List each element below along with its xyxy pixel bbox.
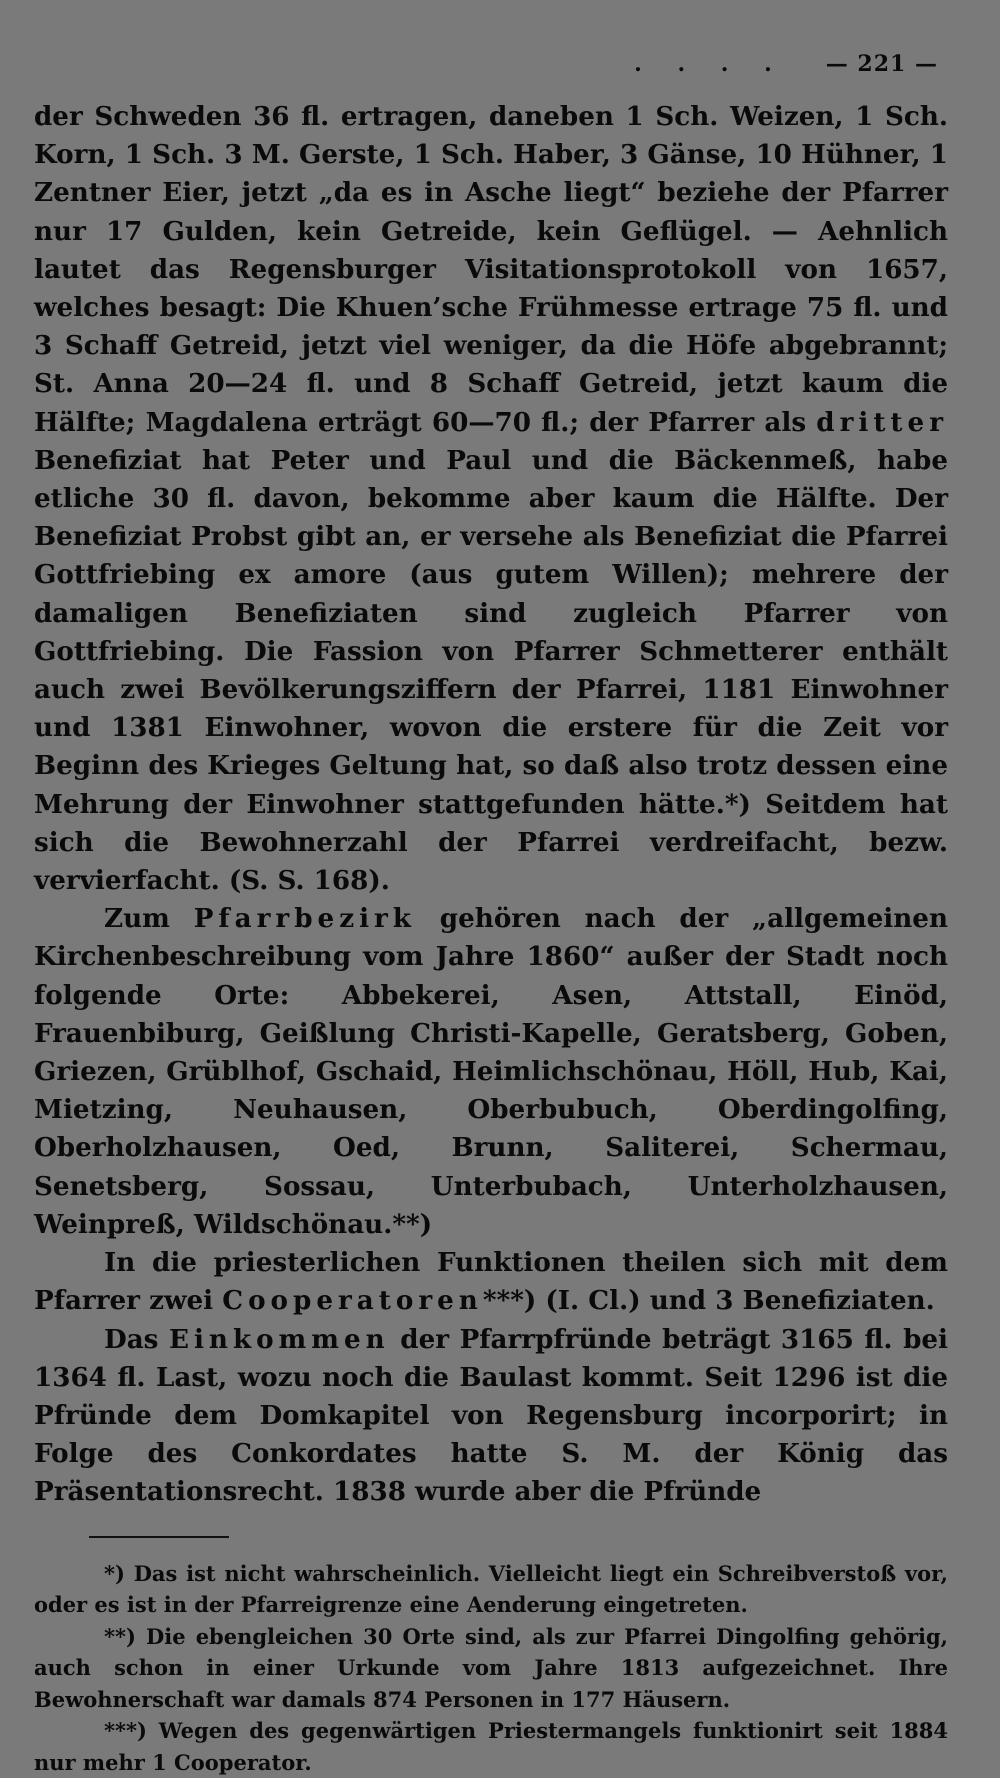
footnote: *) Das ist nicht wahrscheinlich. Vielleicht liegt ein Schreibverstoß vor, oder es ist in der Pfarreigrenze eine Aenderung eingetreten.: [34, 1560, 948, 1618]
body-paragraph: [34, 900, 948, 1244]
page-number: — 221 —: [825, 51, 938, 77]
paragraph-text: der Pfarrpfründe beträgt 3165 fl. bei 1364 fl. Last, wozu noch die Baulast kommt. Seit 1296 ist die Pfründe dem Domkapitel von Regensburg incorporirt; in Folge des Conkordates hatte S. M. der König das Präsentationsrecht. 1838 wurde aber die Pfründe: [34, 1323, 948, 1508]
body-text: [34, 98, 948, 1512]
paragraph-text: Das: [104, 1323, 169, 1355]
footnotes: [34, 1558, 948, 1778]
footnote-divider: [89, 1536, 229, 1538]
spaced-emphasis: Cooperatoren: [222, 1285, 483, 1317]
paragraph-text: Benefiziat hat Peter und Paul und die Bäckenmeß, habe etliche 30 fl. davon, bekomme aber kaum die Hälfte. Der Benefiziat Probst gibt an, er versehe als Benefiziat die Pfarrei Gottfriebing ex amore (aus gutem Willen); mehrere der damaligen Benefiziaten sind zugleich Pfarrer von Gottfriebing. Die Fassion von Pfarrer Schmetterer enthält auch zwei Bevölkerungsziffern der Pfarrei, 1181 Einwohner und 1381 Einwohner, wovon die erstere für die Zeit vor Beginn des Krieges Geltung hat, so daß also trotz dessen eine Mehrung der Einwohner stattgefunden hätte.*) Seitdem hat sich die Bewohnerzahl der Pfarrei verdreifacht, bezw. vervierfacht. (S. S. 168).: [34, 444, 948, 897]
spaced-emphasis: dritter: [816, 406, 948, 438]
paragraph-text: gehören nach der „allgemeinen Kirchenbeschreibung vom Jahre 1860“ außer der Stadt noch folgende Orte: Abbekerei, Asen, Attstall, Einöd, Frauenbiburg, Geißlung Christi-Kapelle, Geratsberg, Goben, Griezen, Grüblhof, Gschaid, Heimlichschönau, Höll, Hub, Kai, Mietzing, Neuhausen, Oberbubuch, Oberdingolfing, Oberholzhausen, Oed, Brunn, Saliterei, Schermau, Senetsberg, Sossau, Unterbubach, Unterholzhausen, Weinpreß, Wildschönau.**): [34, 903, 948, 1240]
page-header: [34, 44, 948, 84]
body-paragraph: [34, 1244, 948, 1320]
footnote: ***) Wegen des gegenwärtigen Priestermangels funktionirt seit 1884 nur mehr 1 Cooperator.: [34, 1718, 948, 1775]
paragraph-text: ***) (I. Cl.) und 3 Benefiziaten.: [482, 1285, 935, 1317]
footnote: **) Die ebengleichen 30 Orte sind, als zur Pfarrei Dingolfing gehörig, auch schon in einer Urkunde vom Jahre 1813 aufgezeichnet. Ihre Bewohnerschaft war damals 874 Personen in 177 Häusern.: [34, 1623, 948, 1712]
spaced-emphasis: Pfarrbezirk: [193, 903, 416, 935]
paragraph-text: Zum: [104, 903, 194, 935]
header-dots: . . . .: [634, 51, 786, 77]
body-paragraph: [34, 1321, 948, 1512]
body-paragraph: [34, 98, 948, 900]
spaced-emphasis: Einkommen: [169, 1323, 390, 1355]
paragraph-text: der Schweden 36 fl. ertragen, daneben 1 Sch. Weizen, 1 Sch. Korn, 1 Sch. 3 M. Gerste, 1 Sch. Haber, 3 Gänse, 10 Hühner, 1 Zentner Eier, jetzt „da es in Asche liegt“ beziehe der Pfarrer nur 17 Gulden, kein Getreide, kein Geflügel. — Aehnlich lautet das Regensburger Visitationsprotokoll von 1657, welches besagt: Die Khuen’sche Frühmesse ertrage 75 fl. und 3 Schaff Getreid, jetzt viel weniger, da die Höfe abgebrannt; St. Anna 20—24 fl. und 8 Schaff Getreid, jetzt kaum die Hälfte; Magdalena erträgt 60—70 fl.; der Pfarrer als: [34, 101, 948, 438]
paragraph-text: In die priesterlichen Funktionen theilen sich mit dem Pfarrer zwei: [34, 1247, 948, 1317]
